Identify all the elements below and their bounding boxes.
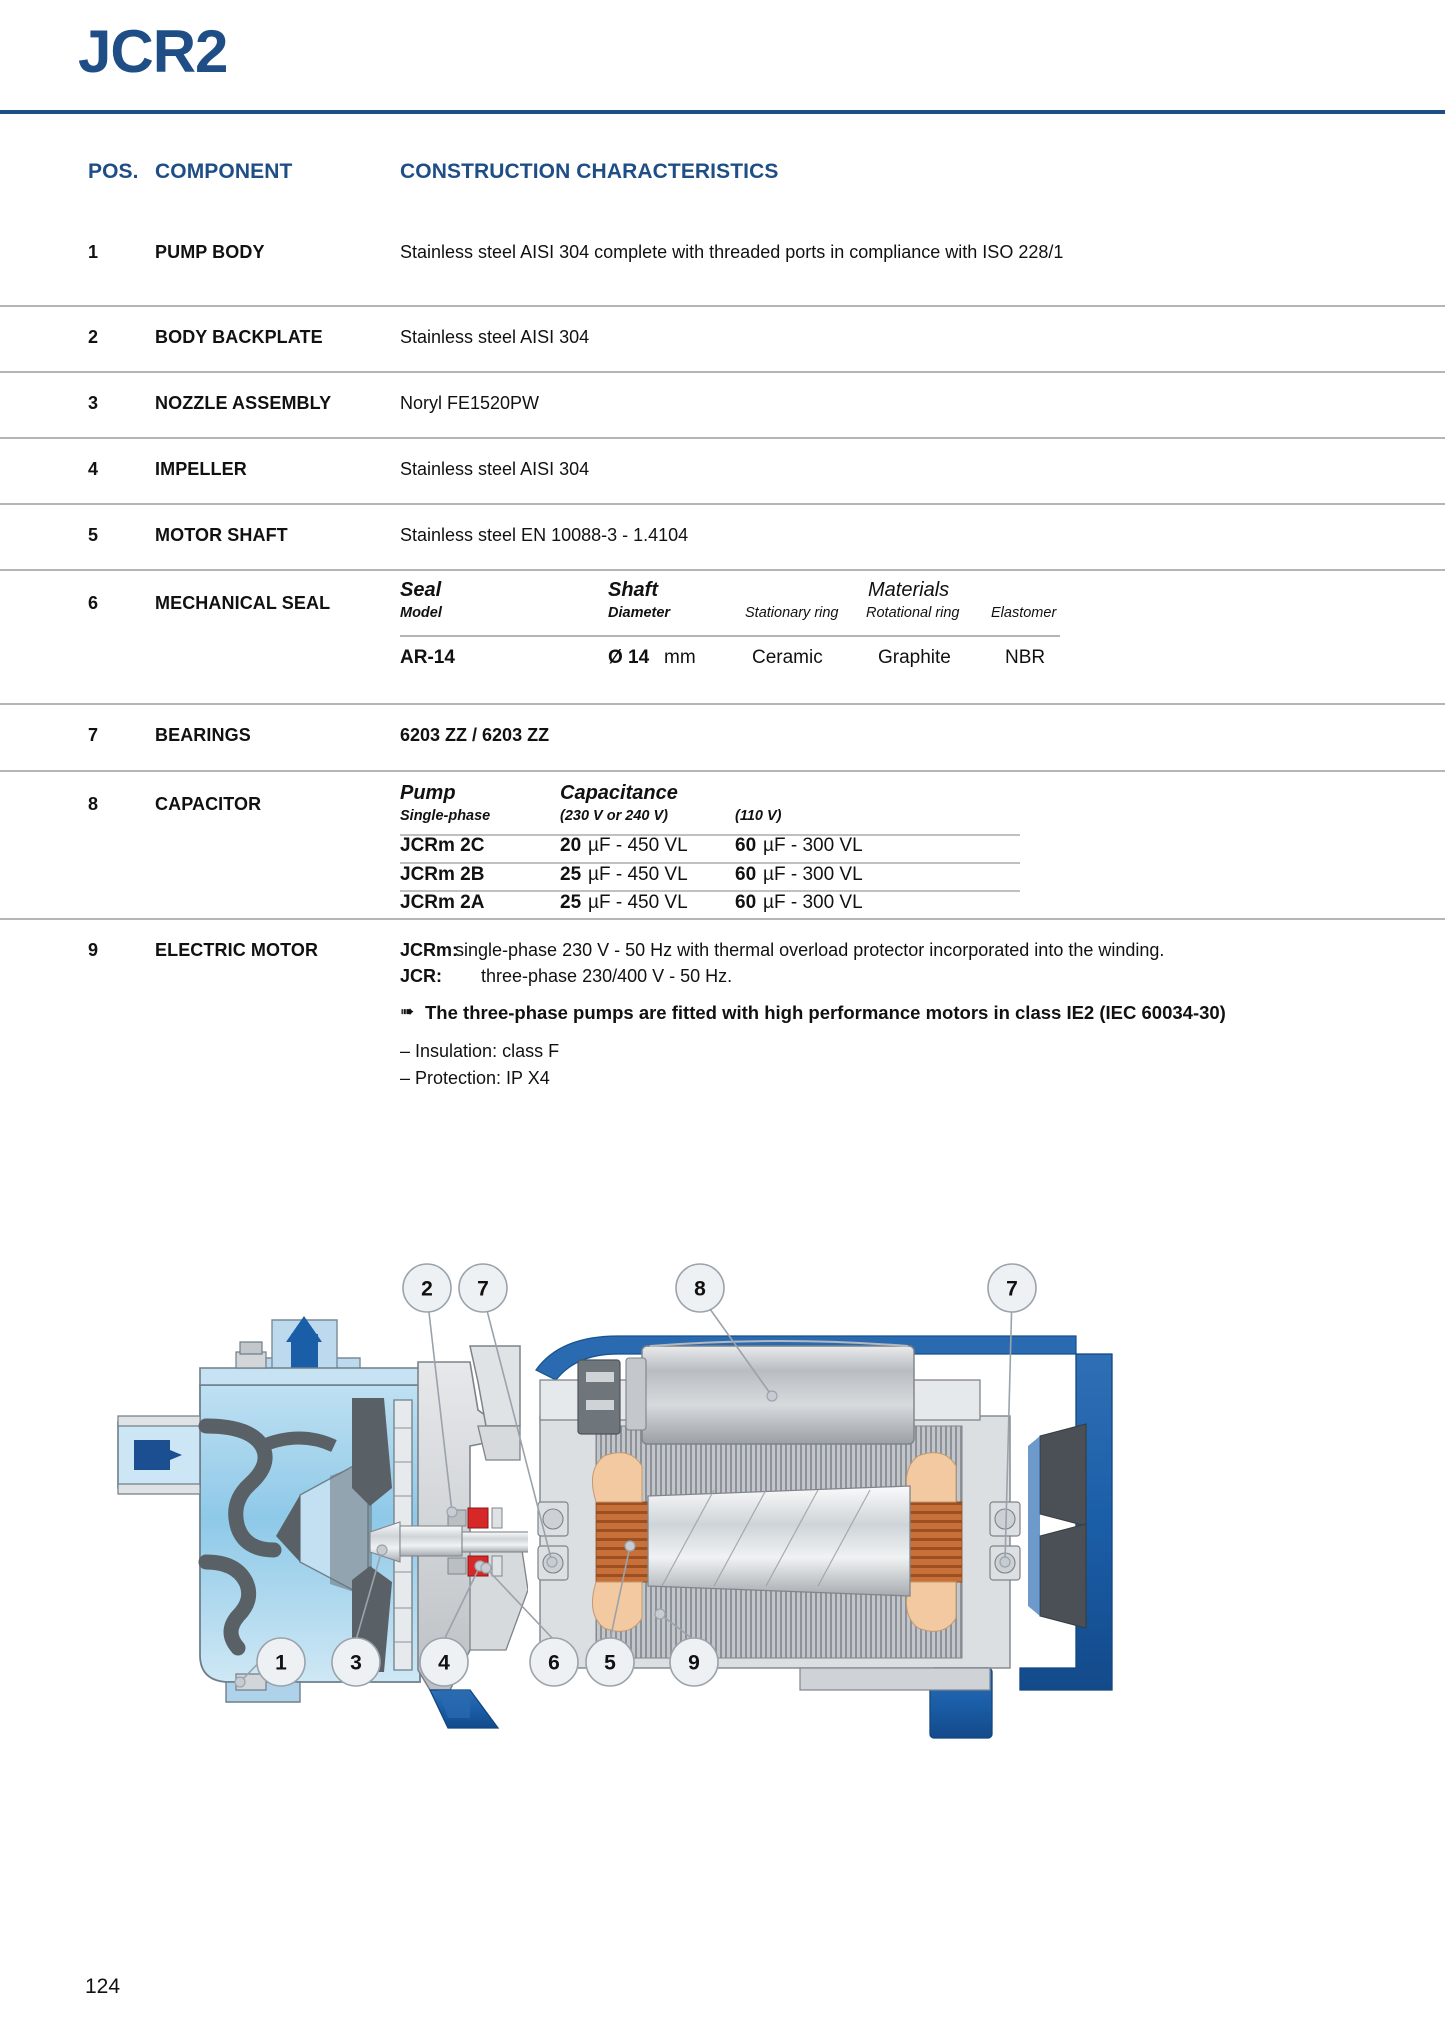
pump-cutaway-diagram xyxy=(0,1250,1445,1930)
cap-header-capacitance: Capacitance xyxy=(560,782,678,804)
callout-label: 2 xyxy=(421,1277,433,1301)
capacitor-row xyxy=(400,891,1100,913)
cap-110-rest: µF - 300 VL xyxy=(763,835,863,856)
cap-header-single-phase: Single-phase xyxy=(400,808,491,824)
callout-label: 7 xyxy=(1006,1277,1018,1301)
row-description: Noryl FE1520PW xyxy=(400,393,540,413)
page-header xyxy=(0,0,1445,118)
table-row-mechanical-seal xyxy=(0,571,1445,705)
motor-insulation: – Insulation: class F xyxy=(400,1041,560,1061)
cap-230-rest: µF - 450 VL xyxy=(588,835,688,856)
row-component: PUMP BODY xyxy=(155,242,265,262)
seal-header-seal: Seal xyxy=(400,579,442,601)
row-description: Stainless steel AISI 304 xyxy=(400,459,590,479)
row-component: CAPACITOR xyxy=(155,794,262,814)
row-description: Stainless steel AISI 304 complete with threaded ports in compliance with ISO 228/1 xyxy=(400,242,1064,262)
seal-header-diameter: Diameter xyxy=(608,605,671,621)
callout-label: 9 xyxy=(688,1651,700,1675)
row-description: Stainless steel EN 10088-3 - 1.4104 xyxy=(400,525,689,545)
seal-value-model: AR-14 xyxy=(400,647,455,668)
cap-110-rest: µF - 300 VL xyxy=(763,892,863,913)
callout-label: 4 xyxy=(438,1651,450,1675)
table-row xyxy=(0,705,1445,772)
mechanical-seal-subtable xyxy=(400,579,1130,677)
table-row xyxy=(0,439,1445,505)
row-position: 8 xyxy=(88,794,99,814)
seal-header-materials: Materials xyxy=(868,579,950,601)
row-component: MECHANICAL SEAL xyxy=(155,593,331,613)
page-title: JCR2 xyxy=(78,18,228,85)
row-position: 5 xyxy=(88,525,99,545)
column-header-component: COMPONENT xyxy=(155,160,293,183)
seal-header-stationary: Stationary ring xyxy=(745,605,839,621)
table-row xyxy=(0,373,1445,439)
row-position: 7 xyxy=(88,725,99,745)
seal-value-diameter-unit: mm xyxy=(664,647,696,668)
capacitor-subtable xyxy=(400,782,1100,913)
row-position: 9 xyxy=(88,940,99,960)
cap-110-value: 60 xyxy=(735,892,757,913)
page-number: 124 xyxy=(85,1975,121,1998)
cap-header-volt-230: (230 V or 240 V) xyxy=(560,808,668,824)
row-description: 6203 ZZ / 6203 ZZ xyxy=(400,725,550,745)
seal-value-diameter: Ø 14 xyxy=(608,647,650,668)
column-header-construction: CONSTRUCTION CHARACTERISTICS xyxy=(400,160,779,183)
cap-pump-model: JCRm 2C xyxy=(400,835,485,856)
row-component: MOTOR SHAFT xyxy=(155,525,288,545)
motor-jcrm-key: JCRm: xyxy=(400,940,459,960)
motor-protection: – Protection: IP X4 xyxy=(400,1068,550,1088)
specification-table xyxy=(0,222,1445,1110)
table-row xyxy=(0,505,1445,571)
table-row xyxy=(0,307,1445,373)
table-row-capacitor xyxy=(0,772,1445,920)
seal-header-rotational: Rotational ring xyxy=(866,605,960,621)
row-component: IMPELLER xyxy=(155,459,247,479)
callout-label: 6 xyxy=(548,1651,560,1675)
row-component: BEARINGS xyxy=(155,725,251,745)
cap-110-rest: µF - 300 VL xyxy=(763,863,863,885)
seal-value-rotational: Graphite xyxy=(878,647,951,668)
seal-value-elastomer: NBR xyxy=(1005,647,1046,668)
row-position: 2 xyxy=(88,327,99,347)
seal-value-stationary: Ceramic xyxy=(752,647,823,668)
cap-230-value: 25 xyxy=(560,892,582,913)
callout-label: 1 xyxy=(275,1651,287,1675)
cap-pump-model: JCRm 2B xyxy=(400,863,485,885)
capacitor-row xyxy=(400,834,1100,856)
table-column-headers xyxy=(0,160,1445,200)
cap-230-rest: µF - 450 VL xyxy=(588,892,688,913)
row-position: 1 xyxy=(88,242,99,262)
callout-label: 7 xyxy=(477,1277,489,1301)
motor-jcr-text: three-phase 230/400 V - 50 Hz. xyxy=(481,966,733,986)
row-position: 4 xyxy=(88,459,99,479)
column-header-pos: POS. xyxy=(88,160,139,183)
seal-header-shaft: Shaft xyxy=(608,579,658,601)
capacitor-row xyxy=(400,863,1100,885)
table-row xyxy=(0,222,1445,307)
row-position: 3 xyxy=(88,393,99,413)
callout-label: 3 xyxy=(350,1651,362,1675)
cap-230-value: 25 xyxy=(560,863,582,885)
seal-header-elastomer: Elastomer xyxy=(991,605,1057,621)
row-component: BODY BACKPLATE xyxy=(155,327,323,347)
row-component: ELECTRIC MOTOR xyxy=(155,940,319,960)
cap-pump-model: JCRm 2A xyxy=(400,892,485,913)
cap-header-pump: Pump xyxy=(400,782,456,804)
arrow-right-icon: ➠ xyxy=(400,1002,415,1021)
cap-header-volt-110: (110 V) xyxy=(735,808,782,824)
cap-230-value: 20 xyxy=(560,835,582,856)
row-component: NOZZLE ASSEMBLY xyxy=(155,393,332,413)
table-row-electric-motor xyxy=(0,920,1445,1110)
row-description: Stainless steel AISI 304 xyxy=(400,327,590,347)
callout-label: 8 xyxy=(694,1277,706,1301)
cap-110-value: 60 xyxy=(735,863,757,885)
row-position: 6 xyxy=(88,593,99,613)
motor-jcrm-text: single-phase 230 V - 50 Hz with thermal overload protector incorporated into the winding. xyxy=(455,940,1165,960)
motor-jcr-key: JCR: xyxy=(400,966,443,986)
seal-header-model: Model xyxy=(400,605,442,621)
callout-label: 5 xyxy=(604,1651,616,1675)
cap-230-rest: µF - 450 VL xyxy=(588,863,688,885)
motor-ie2-note: The three-phase pumps are fitted with high performance motors in class IE2 (IEC 60034-30) xyxy=(425,1002,1226,1023)
cap-110-value: 60 xyxy=(735,835,757,856)
header-divider-rule xyxy=(0,110,1445,114)
